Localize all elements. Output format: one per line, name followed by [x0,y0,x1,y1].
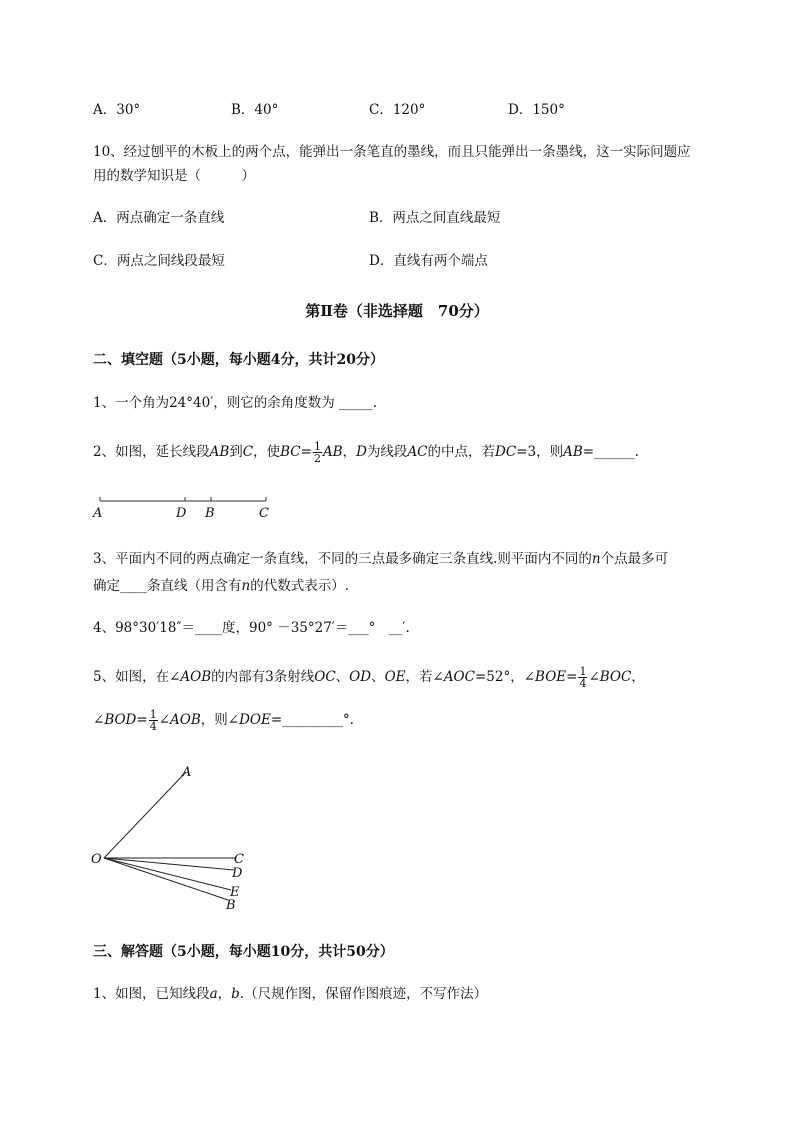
label-e: E [230,885,240,900]
fraction-numerator: 1 [149,708,157,721]
rays-figure [86,760,256,915]
math-var: OD [349,669,372,685]
text: 为线段 [366,444,408,460]
fraction-one-half [313,441,322,464]
math-var: OC [314,669,336,685]
text: ∠ [588,669,600,685]
fraction-denominator: 4 [579,677,587,690]
q9-option-c: C．120° [369,102,426,118]
q10-option-c: C．两点之间线段最短 [93,253,225,269]
fraction-one-quarter [578,666,587,689]
math-var: AB [209,444,230,460]
math-var: AC [407,444,428,460]
math-var: n [241,578,251,594]
math-var: AB [322,444,343,460]
part2-title: 第Ⅱ卷（非选择题 70分） [305,302,489,320]
fill-q5-line1 [93,666,645,689]
text: 的内部有3条射线 [211,669,315,685]
math-var: AB [563,444,583,460]
math-var: D [356,444,367,460]
label-b: B [205,506,215,521]
math-var: AOB [170,712,201,728]
text: 1、如图，已知线段 [93,986,210,1002]
text: ， [217,986,232,1002]
text: 到 [229,444,243,460]
math-var: DC [495,444,517,460]
math-var: BOC [599,669,632,685]
label-c: C [234,852,244,867]
text: =52°，∠ [474,669,536,685]
label-b: B [226,898,236,913]
answer-q1 [93,984,487,1004]
text: = [300,444,312,460]
text: 个点最多可 [600,551,669,567]
text: 的代数式表示）. [250,578,349,594]
text: ， [631,669,645,685]
math-var: BOE [535,669,567,685]
label-c: C [259,506,269,521]
text: ，若∠ [405,669,444,685]
fraction-denominator: 4 [149,720,157,733]
q9-option-b: B．40° [231,102,279,118]
label-o: O [91,852,102,867]
math-var: OE [384,669,406,685]
text: 2、如图，延长线段 [93,444,210,460]
math-var: BOD [104,712,137,728]
math-var: a [209,986,218,1002]
text: 、 [371,669,385,685]
text: ，使 [253,444,281,460]
math-var: AOC [443,669,475,685]
math-var: AOB [180,669,212,685]
ray-oa [104,772,186,858]
text: = [566,669,578,685]
fill-q2 [93,441,639,464]
fill-q1: 1、一个角为24°40′，则它的余角度数为 _____. [93,395,378,411]
q10-stem-line1: 10、经过刨平的木板上的两个点，能弹出一条笔直的墨线，而且只能弹出一条墨线，这一实际问题应 [93,144,691,160]
fraction-numerator: 1 [313,440,321,453]
label-a: A [182,765,192,780]
text: 5、如图，在∠ [93,669,181,685]
section2-title: 二、填空题（5小题，每小题4分，共计20分） [93,352,384,368]
q10-stem-line2: 用的数学知识是（ ） [93,168,255,184]
fill-q4: 4、98°30′18″＝____度，90° －35°27′＝___° __′. [93,620,410,636]
math-var: C [242,444,254,460]
text: 确定____条直线（用含有 [93,578,242,594]
label-a: A [93,506,103,521]
segment-figure [88,492,278,524]
math-var: BC [280,444,301,460]
text: .（尺规作图，保留作图痕迹，不写作法） [239,986,488,1002]
text: =_________°. [270,712,354,728]
q10-option-b: B．两点之间直线最短 [369,210,501,226]
q9-option-d: D．150° [508,102,565,118]
q9-option-a: A．30° [93,102,141,118]
ray-od [104,858,234,870]
ray-oe [104,858,231,890]
q10-option-a: A．两点确定一条直线 [93,210,225,226]
fraction-denominator: 2 [313,452,321,465]
text: ∠ [93,712,105,728]
text: 3、平面内不同的两点确定一条直线，不同的三点最多确定三条直线.则平面内不同的 [93,551,592,567]
label-d: D [176,506,187,521]
fill-q5-line2 [93,709,354,732]
text: =3，则 [516,444,564,460]
section3-title: 三、解答题（5小题，每小题10分，共计50分） [93,944,394,960]
label-d: D [232,866,243,881]
fraction-numerator: 1 [579,665,587,678]
text: =______. [582,444,639,460]
text: ， [342,444,357,460]
math-var: n [591,551,601,567]
q10-option-d: D．直线有两个端点 [369,253,488,269]
fill-q3-line2 [93,576,349,596]
fill-q3-line1 [93,549,668,569]
text: 的中点，若 [427,444,496,460]
text: ，则∠ [200,712,240,728]
fraction-one-quarter [149,709,158,732]
text: 、 [335,669,350,685]
ray-ob [104,858,228,900]
math-var: DOE [239,712,271,728]
math-var: b [231,986,240,1002]
text: = [136,712,148,728]
text: ∠ [158,712,170,728]
